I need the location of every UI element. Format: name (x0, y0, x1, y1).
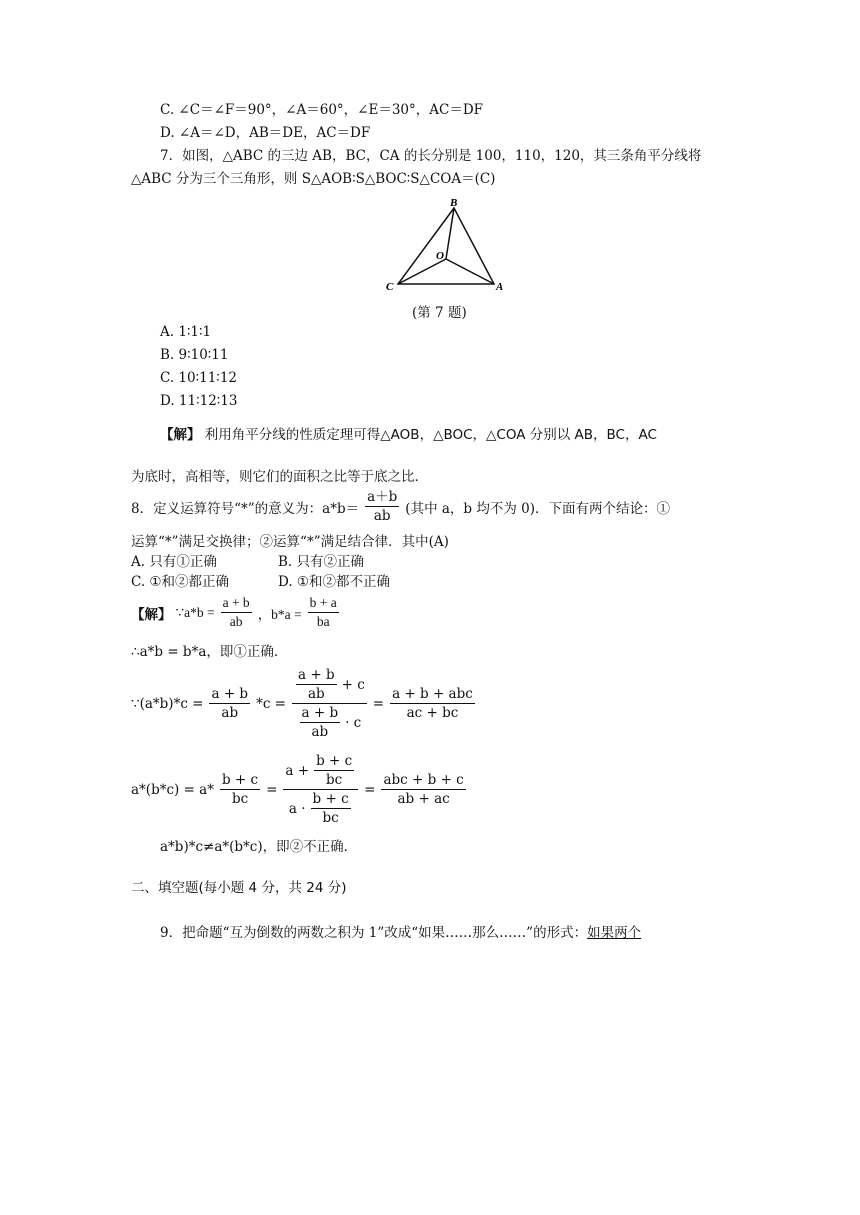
solution-tag: 【解】 (160, 427, 201, 443)
q7-option-c: C. 10∶11∶12 (160, 370, 237, 386)
q8-solution-line4 (131, 752, 468, 827)
compound-denominator (283, 790, 358, 827)
q7-option-d: D. 11∶12∶13 (160, 393, 238, 409)
q8-stem-line1 (131, 488, 670, 525)
q8-solution-line2: ∴a*b = b*a，即①正确． (131, 644, 288, 660)
q8-solution-conclusion: a*b)*c≠a*(b*c)，即②不正确． (160, 839, 358, 855)
q8-option-b: B. 只有②正确 (278, 554, 365, 570)
q9-text: 9．把命题“互为倒数的两数之积为 1”改成“如果……那么……”的形式： (160, 925, 588, 941)
q7-stem-line2: △ABC 分为三个三角形，则 S△AOB∶S△BOC∶S△COA＝(C) (131, 171, 496, 187)
fraction-numerator: b + c (316, 753, 353, 769)
fraction-denominator: bc (326, 772, 343, 788)
fraction-denominator: ba (316, 614, 330, 629)
compound-numerator (283, 752, 358, 790)
fraction-denominator: ab (307, 686, 325, 702)
sol4-equals-2: = (364, 781, 376, 798)
label-b: B (450, 197, 458, 209)
fraction-denominator: ab (311, 724, 329, 740)
sol3-fraction-1 (209, 685, 250, 722)
label-a: A (496, 281, 504, 293)
q7-figure-caption: (第 7 题) (412, 305, 467, 321)
sol1-a: ∵a*b = (175, 604, 215, 620)
inner-fraction (314, 752, 354, 789)
sol1-fraction-1 (221, 594, 252, 631)
fraction-numerator: a + b + abc (392, 686, 473, 702)
compound-denominator (292, 704, 367, 741)
fraction-denominator: ab (373, 508, 391, 524)
fraction-numerator: a + b (211, 686, 249, 702)
fraction-numerator: a + b (298, 667, 335, 683)
fraction-numerator: abc + b + c (383, 772, 464, 788)
solution-tag: 【解】 (131, 606, 172, 623)
sol3-compound-fraction (292, 666, 367, 741)
fraction-numerator: b + c (221, 772, 259, 788)
fraction-denominator: ab (221, 705, 239, 721)
q8-option-c: C. ①和②都正确 (131, 574, 230, 590)
bisector-bo (446, 208, 454, 259)
fraction-denominator: ac + bc (406, 705, 459, 721)
q6-option-c: C. ∠C＝∠F＝90°，∠A＝60°，∠E＝30°，AC＝DF (160, 102, 484, 118)
bisector-co (398, 259, 446, 284)
q7-stem-line1: 7．如图，△ABC 的三边 AB，BC，CA 的长分别是 100，110，120，其三条角平分线将 (160, 148, 702, 164)
fraction-numerator: b + c (312, 791, 349, 807)
fraction-denominator: ab + ac (397, 791, 450, 807)
q7-solution-line1 (160, 426, 657, 444)
q6-option-d: D. ∠A＝∠D，AB＝DE，AC＝DF (160, 125, 371, 141)
numerator-head: a + (285, 762, 310, 779)
q7-triangle-figure (380, 196, 510, 296)
q9-answer: 如果两个 (587, 925, 642, 941)
fraction-numerator: a + b (221, 594, 252, 613)
sol1-fraction-2 (308, 594, 339, 631)
q7-solution-line2: 为底时，高相等，则它们的面积之比等于底之比． (131, 469, 428, 485)
sol3-equals: = (372, 695, 385, 712)
fraction-denominator: ab (229, 614, 243, 629)
fraction-numerator: a＋b (367, 489, 398, 505)
q8-option-d: D. ①和②都不正确 (278, 574, 391, 590)
inner-fraction (296, 666, 337, 703)
q8-stem-post: (其中 a，b 均不为 0)．下面有两个结论：① (405, 500, 670, 517)
fraction-denominator: bc (322, 810, 339, 826)
denominator-head: a · (288, 800, 306, 817)
q8-definition-fraction (365, 488, 399, 525)
denominator-tail: · c (345, 714, 362, 731)
label-o: O (436, 250, 444, 262)
inner-fraction (311, 790, 351, 827)
sol3-b: *c = (256, 695, 286, 712)
q7-option-b: B. 9∶10∶11 (160, 347, 229, 363)
q7-solution-text1: 利用角平分线的性质定理可得△AOB，△BOC，△COA 分别以 AB，BC，AC (204, 427, 657, 443)
sol1-b: ，b*a = (257, 606, 302, 622)
sol3-result-fraction (390, 685, 475, 722)
sol4-compound-fraction (283, 752, 358, 827)
sol4-result-fraction (381, 771, 465, 808)
q8-stem-line2: 运算“*”满足交换律；②运算“*”满足结合律．其中(A) (131, 534, 449, 550)
sol4-a: a*(b*c) = a* (131, 781, 214, 798)
fraction-denominator: bc (231, 791, 249, 807)
q8-solution-line1 (131, 594, 341, 631)
sol3-a: ∵(a*b)*c = (131, 695, 204, 712)
inner-fraction (300, 704, 341, 741)
section-heading: 二、填空题(每小题 4 分，共 24 分) (131, 880, 347, 896)
q8-solution-line3 (131, 666, 477, 741)
compound-numerator (292, 666, 367, 704)
fraction-numerator: b + a (308, 594, 339, 613)
q9-stem (160, 924, 641, 942)
q8-option-a: A. 只有①正确 (131, 554, 217, 570)
fraction-numerator: a + b (301, 705, 339, 721)
label-c: C (386, 281, 394, 293)
q8-stem-pre: 8．定义运算符号“*”的意义为：a*b＝ (131, 500, 360, 517)
triangle-abc (398, 208, 494, 284)
sol4-fraction-1 (220, 771, 260, 808)
sol4-equals-1: = (266, 781, 278, 798)
q7-option-a: A. 1∶1∶1 (160, 324, 212, 340)
numerator-tail: + c (341, 676, 365, 693)
